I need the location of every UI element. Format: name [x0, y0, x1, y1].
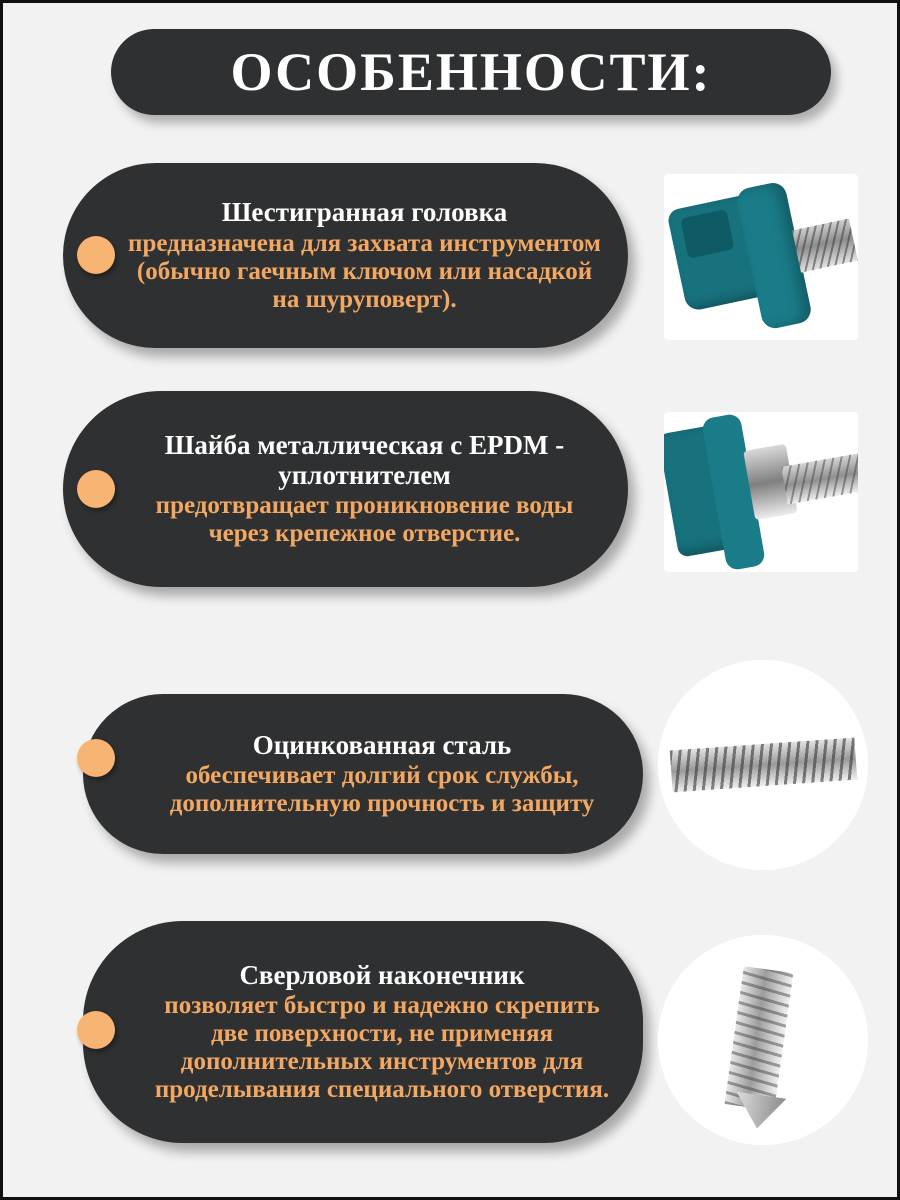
threaded-shaft-shape [792, 218, 858, 272]
feature-pill-1 [63, 163, 628, 348]
galvanized-thread-photo [658, 660, 868, 870]
feature-item-3 [63, 668, 843, 878]
feature-heading-2: Шайба металлическая с EPDM - уплотнителем [164, 429, 565, 490]
feature-item-1 [63, 163, 843, 358]
screw-illustration-2 [664, 412, 858, 572]
galvanized-thread-shape [669, 738, 856, 793]
feature-text-3 [147, 730, 617, 818]
feature-text-4 [147, 960, 617, 1104]
feature-pill-2 [63, 391, 628, 587]
feature-item-2 [63, 391, 843, 596]
page-title-container [111, 29, 831, 115]
feature-pill-4 [83, 921, 643, 1143]
drill-body-shape [724, 966, 793, 1110]
thread-illustration [658, 660, 868, 870]
bullet-icon-4 [77, 1011, 115, 1049]
threaded-shaft-shape-2 [782, 454, 858, 505]
bullet-icon-2 [77, 470, 115, 508]
feature-body-2: предотвращает проникновение воды через крепежное отверстие. [155, 492, 574, 548]
drill-illustration [658, 935, 868, 1145]
feature-heading-1: Шестигранная головка [221, 197, 508, 228]
feature-heading-3: Оцинкованная сталь [252, 729, 512, 760]
drill-tip-photo [658, 935, 868, 1145]
feature-body-4: позволяет быстро и надежно скрепить две поверхности, не применяя дополнительных инструментов для проделывания специального отверстия. [154, 992, 610, 1104]
screw-illustration-1 [664, 174, 858, 340]
bullet-icon-3 [77, 739, 115, 777]
epdm-washer-photo [664, 412, 858, 572]
hex-head-photo [664, 174, 858, 340]
feature-item-4 [63, 913, 843, 1153]
page-title: ОСОБЕННОСТИ: [230, 42, 712, 102]
feature-heading-4: Сверловой наконечник [239, 959, 525, 990]
feature-text-1 [127, 197, 602, 313]
feature-text-2 [127, 430, 602, 548]
feature-body-1: предназначена для захвата инструментом (обычно гаечным ключом или насадкой на шуруповерт). [128, 229, 601, 313]
feature-pill-3 [83, 694, 643, 854]
page-title-pill [111, 29, 831, 115]
bullet-icon-1 [77, 236, 115, 274]
feature-body-3: обеспечивает долгий срок службы, дополнительную прочность и защиту [169, 762, 595, 818]
